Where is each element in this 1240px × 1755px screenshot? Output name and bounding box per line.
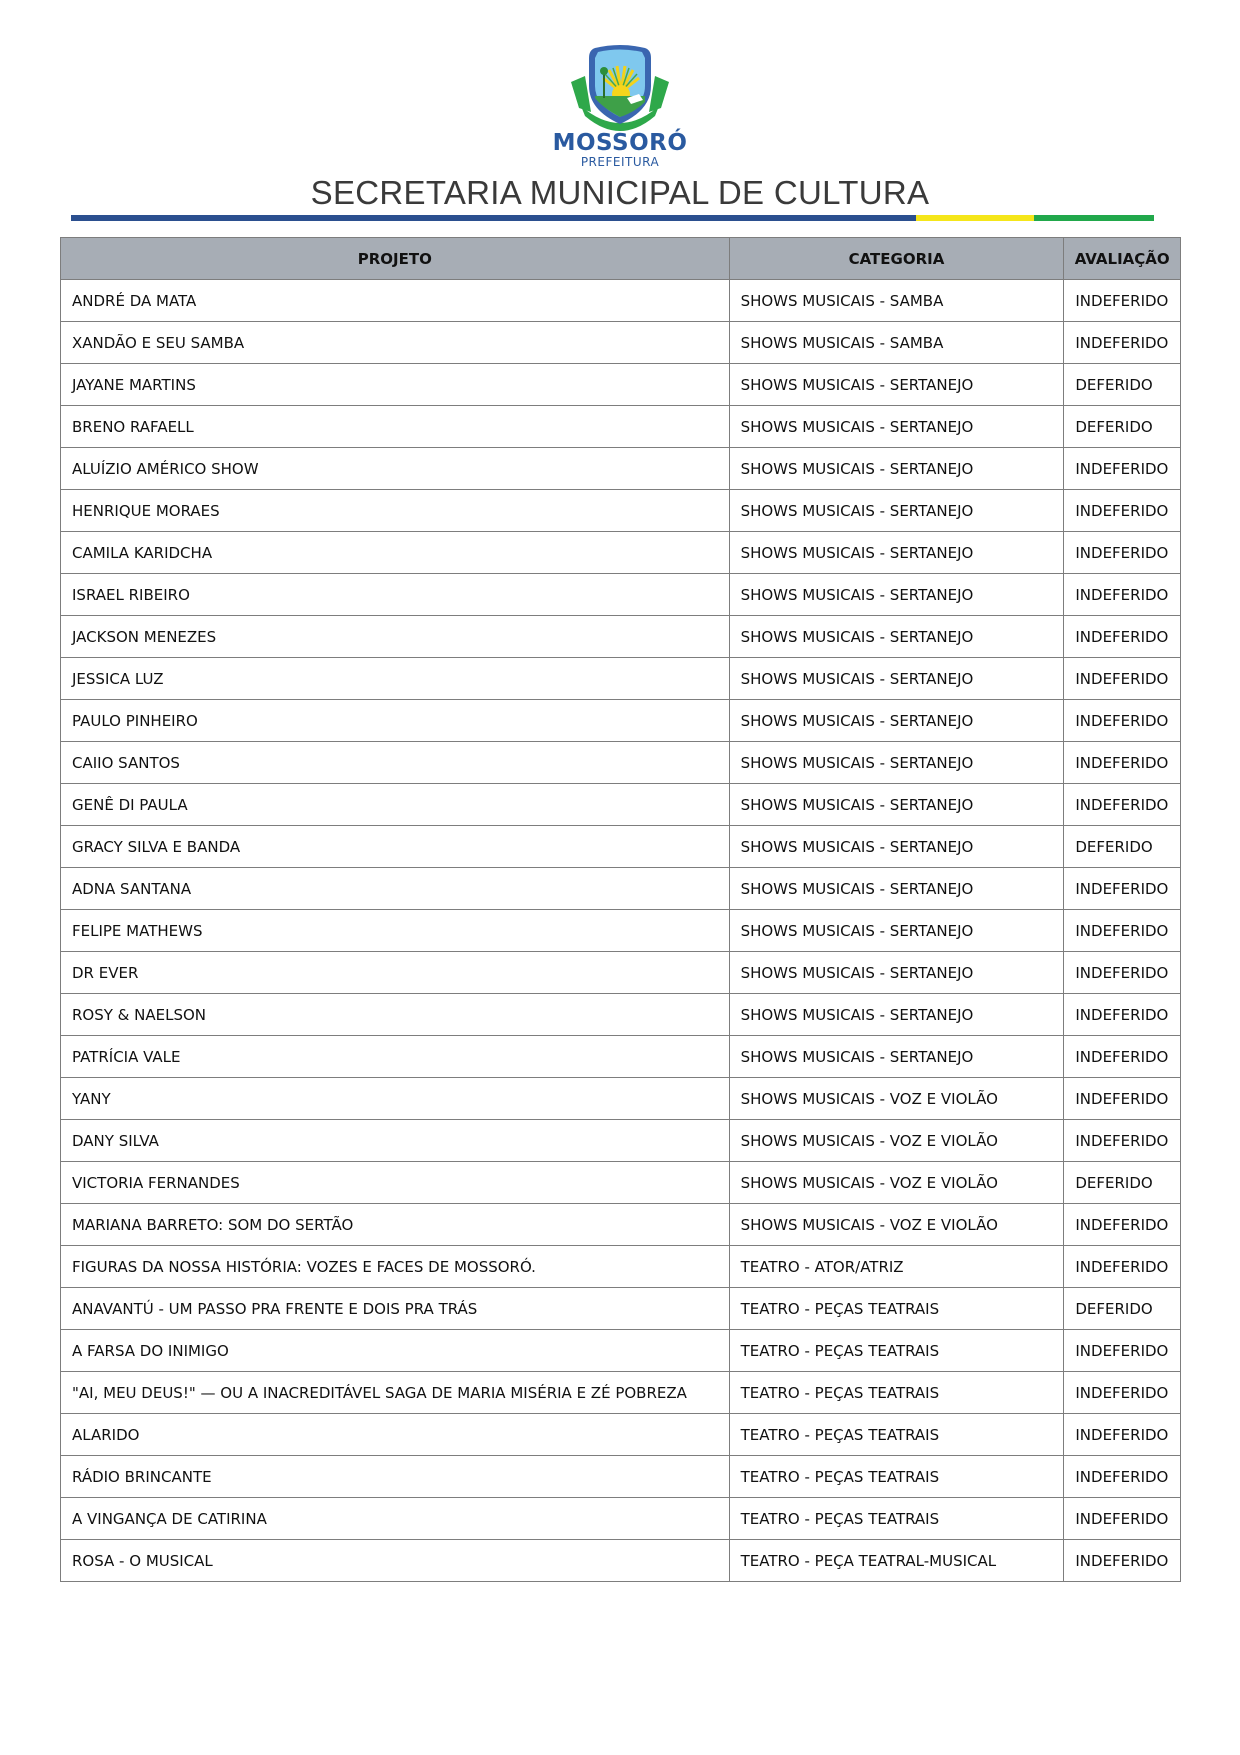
cell-avaliacao: INDEFERIDO [1064, 658, 1181, 700]
cell-projeto: HENRIQUE MORAES [61, 490, 730, 532]
cell-projeto: YANY [61, 1078, 730, 1120]
table-row [61, 1456, 1181, 1498]
table-row [61, 952, 1181, 994]
cell-avaliacao: INDEFERIDO [1064, 1078, 1181, 1120]
document-header [0, 0, 1240, 230]
cell-categoria: TEATRO - PEÇAS TEATRAIS [729, 1414, 1064, 1456]
cell-projeto: FIGURAS DA NOSSA HISTÓRIA: VOZES E FACES DE MOSSORÓ. [61, 1246, 730, 1288]
table-body [61, 280, 1181, 1582]
table-row [61, 700, 1181, 742]
table-row [61, 322, 1181, 364]
table-row [61, 658, 1181, 700]
table-row [61, 448, 1181, 490]
cell-categoria: SHOWS MUSICAIS - SERTANEJO [729, 784, 1064, 826]
table-row [61, 1078, 1181, 1120]
cell-categoria: SHOWS MUSICAIS - SERTANEJO [729, 406, 1064, 448]
header-divider-blue [71, 215, 916, 221]
cell-avaliacao: INDEFERIDO [1064, 994, 1181, 1036]
cell-categoria: SHOWS MUSICAIS - SERTANEJO [729, 532, 1064, 574]
cell-avaliacao: INDEFERIDO [1064, 1414, 1181, 1456]
table-row [61, 742, 1181, 784]
cell-avaliacao: DEFERIDO [1064, 1162, 1181, 1204]
cell-projeto: BRENO RAFAELL [61, 406, 730, 448]
cell-categoria: TEATRO - PEÇAS TEATRAIS [729, 1330, 1064, 1372]
cell-avaliacao: INDEFERIDO [1064, 1498, 1181, 1540]
table-header-row [61, 238, 1181, 280]
cell-categoria: SHOWS MUSICAIS - SERTANEJO [729, 868, 1064, 910]
cell-avaliacao: INDEFERIDO [1064, 1330, 1181, 1372]
table-row [61, 1204, 1181, 1246]
municipal-coat-of-arms-icon [565, 42, 675, 134]
table-row [61, 1372, 1181, 1414]
column-header-avaliacao: AVALIAÇÃO [1064, 238, 1181, 280]
cell-avaliacao: INDEFERIDO [1064, 1120, 1181, 1162]
cell-categoria: SHOWS MUSICAIS - SERTANEJO [729, 700, 1064, 742]
cell-categoria: SHOWS MUSICAIS - SERTANEJO [729, 1036, 1064, 1078]
cell-avaliacao: INDEFERIDO [1064, 616, 1181, 658]
cell-categoria: SHOWS MUSICAIS - VOZ E VIOLÃO [729, 1120, 1064, 1162]
department-title: SECRETARIA MUNICIPAL DE CULTURA [310, 174, 930, 211]
table-row [61, 280, 1181, 322]
cell-projeto: VICTORIA FERNANDES [61, 1162, 730, 1204]
cell-projeto: DR EVER [61, 952, 730, 994]
table-row [61, 532, 1181, 574]
cell-avaliacao: INDEFERIDO [1064, 1246, 1181, 1288]
brand-name: MOSSORÓ [552, 130, 688, 156]
cell-avaliacao: INDEFERIDO [1064, 322, 1181, 364]
cell-projeto: "AI, MEU DEUS!" — OU A INACREDITÁVEL SAGA DE MARIA MISÉRIA E ZÉ POBREZA [61, 1372, 730, 1414]
cell-projeto: ROSY & NAELSON [61, 994, 730, 1036]
cell-avaliacao: INDEFERIDO [1064, 448, 1181, 490]
cell-projeto: A FARSA DO INIMIGO [61, 1330, 730, 1372]
cell-projeto: ALARIDO [61, 1414, 730, 1456]
cell-categoria: TEATRO - PEÇA TEATRAL-MUSICAL [729, 1540, 1064, 1582]
table-row [61, 910, 1181, 952]
table-row [61, 616, 1181, 658]
table-row [61, 1498, 1181, 1540]
table-row [61, 1120, 1181, 1162]
cell-categoria: SHOWS MUSICAIS - SAMBA [729, 280, 1064, 322]
cell-categoria: SHOWS MUSICAIS - SERTANEJO [729, 994, 1064, 1036]
cell-categoria: SHOWS MUSICAIS - VOZ E VIOLÃO [729, 1204, 1064, 1246]
cell-avaliacao: INDEFERIDO [1064, 1540, 1181, 1582]
cell-categoria: SHOWS MUSICAIS - SERTANEJO [729, 490, 1064, 532]
table-row [61, 1330, 1181, 1372]
cell-avaliacao: INDEFERIDO [1064, 784, 1181, 826]
cell-categoria: TEATRO - PEÇAS TEATRAIS [729, 1288, 1064, 1330]
cell-avaliacao: INDEFERIDO [1064, 1456, 1181, 1498]
table-row [61, 1288, 1181, 1330]
cell-projeto: DANY SILVA [61, 1120, 730, 1162]
table-row [61, 1540, 1181, 1582]
cell-categoria: SHOWS MUSICAIS - SERTANEJO [729, 574, 1064, 616]
results-table [60, 237, 1181, 1582]
header-divider-yellow [916, 215, 1034, 221]
cell-projeto: A VINGANÇA DE CATIRINA [61, 1498, 730, 1540]
cell-projeto: JACKSON MENEZES [61, 616, 730, 658]
cell-categoria: SHOWS MUSICAIS - SERTANEJO [729, 658, 1064, 700]
cell-avaliacao: DEFERIDO [1064, 1288, 1181, 1330]
cell-categoria: TEATRO - PEÇAS TEATRAIS [729, 1498, 1064, 1540]
cell-categoria: SHOWS MUSICAIS - VOZ E VIOLÃO [729, 1162, 1064, 1204]
table-row [61, 1414, 1181, 1456]
column-header-categoria: CATEGORIA [729, 238, 1064, 280]
cell-projeto: ANDRÉ DA MATA [61, 280, 730, 322]
cell-categoria: TEATRO - PEÇAS TEATRAIS [729, 1372, 1064, 1414]
cell-projeto: FELIPE MATHEWS [61, 910, 730, 952]
cell-projeto: JAYANE MARTINS [61, 364, 730, 406]
cell-categoria: SHOWS MUSICAIS - SERTANEJO [729, 448, 1064, 490]
cell-avaliacao: INDEFERIDO [1064, 868, 1181, 910]
cell-projeto: PATRÍCIA VALE [61, 1036, 730, 1078]
header-divider-green [1034, 215, 1154, 221]
cell-avaliacao: DEFERIDO [1064, 826, 1181, 868]
cell-avaliacao: INDEFERIDO [1064, 1372, 1181, 1414]
brand-subtitle: PREFEITURA [580, 155, 660, 169]
cell-projeto: ANAVANTÚ - UM PASSO PRA FRENTE E DOIS PRA TRÁS [61, 1288, 730, 1330]
table-row [61, 868, 1181, 910]
cell-avaliacao: INDEFERIDO [1064, 1204, 1181, 1246]
cell-categoria: SHOWS MUSICAIS - SERTANEJO [729, 742, 1064, 784]
cell-projeto: ADNA SANTANA [61, 868, 730, 910]
cell-categoria: SHOWS MUSICAIS - SAMBA [729, 322, 1064, 364]
cell-avaliacao: INDEFERIDO [1064, 700, 1181, 742]
cell-avaliacao: INDEFERIDO [1064, 490, 1181, 532]
cell-projeto: GRACY SILVA E BANDA [61, 826, 730, 868]
cell-projeto: JESSICA LUZ [61, 658, 730, 700]
cell-avaliacao: INDEFERIDO [1064, 280, 1181, 322]
cell-categoria: TEATRO - ATOR/ATRIZ [729, 1246, 1064, 1288]
cell-projeto: ALUÍZIO AMÉRICO SHOW [61, 448, 730, 490]
table-row [61, 574, 1181, 616]
table-row [61, 784, 1181, 826]
table-row [61, 826, 1181, 868]
table-row [61, 1036, 1181, 1078]
cell-categoria: TEATRO - PEÇAS TEATRAIS [729, 1456, 1064, 1498]
cell-projeto: GENÊ DI PAULA [61, 784, 730, 826]
cell-categoria: SHOWS MUSICAIS - SERTANEJO [729, 364, 1064, 406]
cell-categoria: SHOWS MUSICAIS - SERTANEJO [729, 952, 1064, 994]
cell-avaliacao: DEFERIDO [1064, 364, 1181, 406]
table-row [61, 490, 1181, 532]
cell-projeto: RÁDIO BRINCANTE [61, 1456, 730, 1498]
cell-categoria: SHOWS MUSICAIS - SERTANEJO [729, 910, 1064, 952]
table-row [61, 1162, 1181, 1204]
cell-avaliacao: INDEFERIDO [1064, 910, 1181, 952]
table-row [61, 406, 1181, 448]
cell-avaliacao: INDEFERIDO [1064, 952, 1181, 994]
cell-projeto: ROSA - O MUSICAL [61, 1540, 730, 1582]
table-row [61, 994, 1181, 1036]
cell-projeto: CAMILA KARIDCHA [61, 532, 730, 574]
cell-avaliacao: INDEFERIDO [1064, 574, 1181, 616]
cell-avaliacao: INDEFERIDO [1064, 742, 1181, 784]
cell-avaliacao: INDEFERIDO [1064, 532, 1181, 574]
cell-avaliacao: DEFERIDO [1064, 406, 1181, 448]
cell-projeto: CAIIO SANTOS [61, 742, 730, 784]
cell-categoria: SHOWS MUSICAIS - VOZ E VIOLÃO [729, 1078, 1064, 1120]
cell-categoria: SHOWS MUSICAIS - SERTANEJO [729, 616, 1064, 658]
cell-avaliacao: INDEFERIDO [1064, 1036, 1181, 1078]
cell-projeto: ISRAEL RIBEIRO [61, 574, 730, 616]
cell-projeto: XANDÃO E SEU SAMBA [61, 322, 730, 364]
cell-projeto: MARIANA BARRETO: SOM DO SERTÃO [61, 1204, 730, 1246]
cell-categoria: SHOWS MUSICAIS - SERTANEJO [729, 826, 1064, 868]
table-row [61, 1246, 1181, 1288]
cell-projeto: PAULO PINHEIRO [61, 700, 730, 742]
column-header-projeto: PROJETO [61, 238, 730, 280]
table-row [61, 364, 1181, 406]
